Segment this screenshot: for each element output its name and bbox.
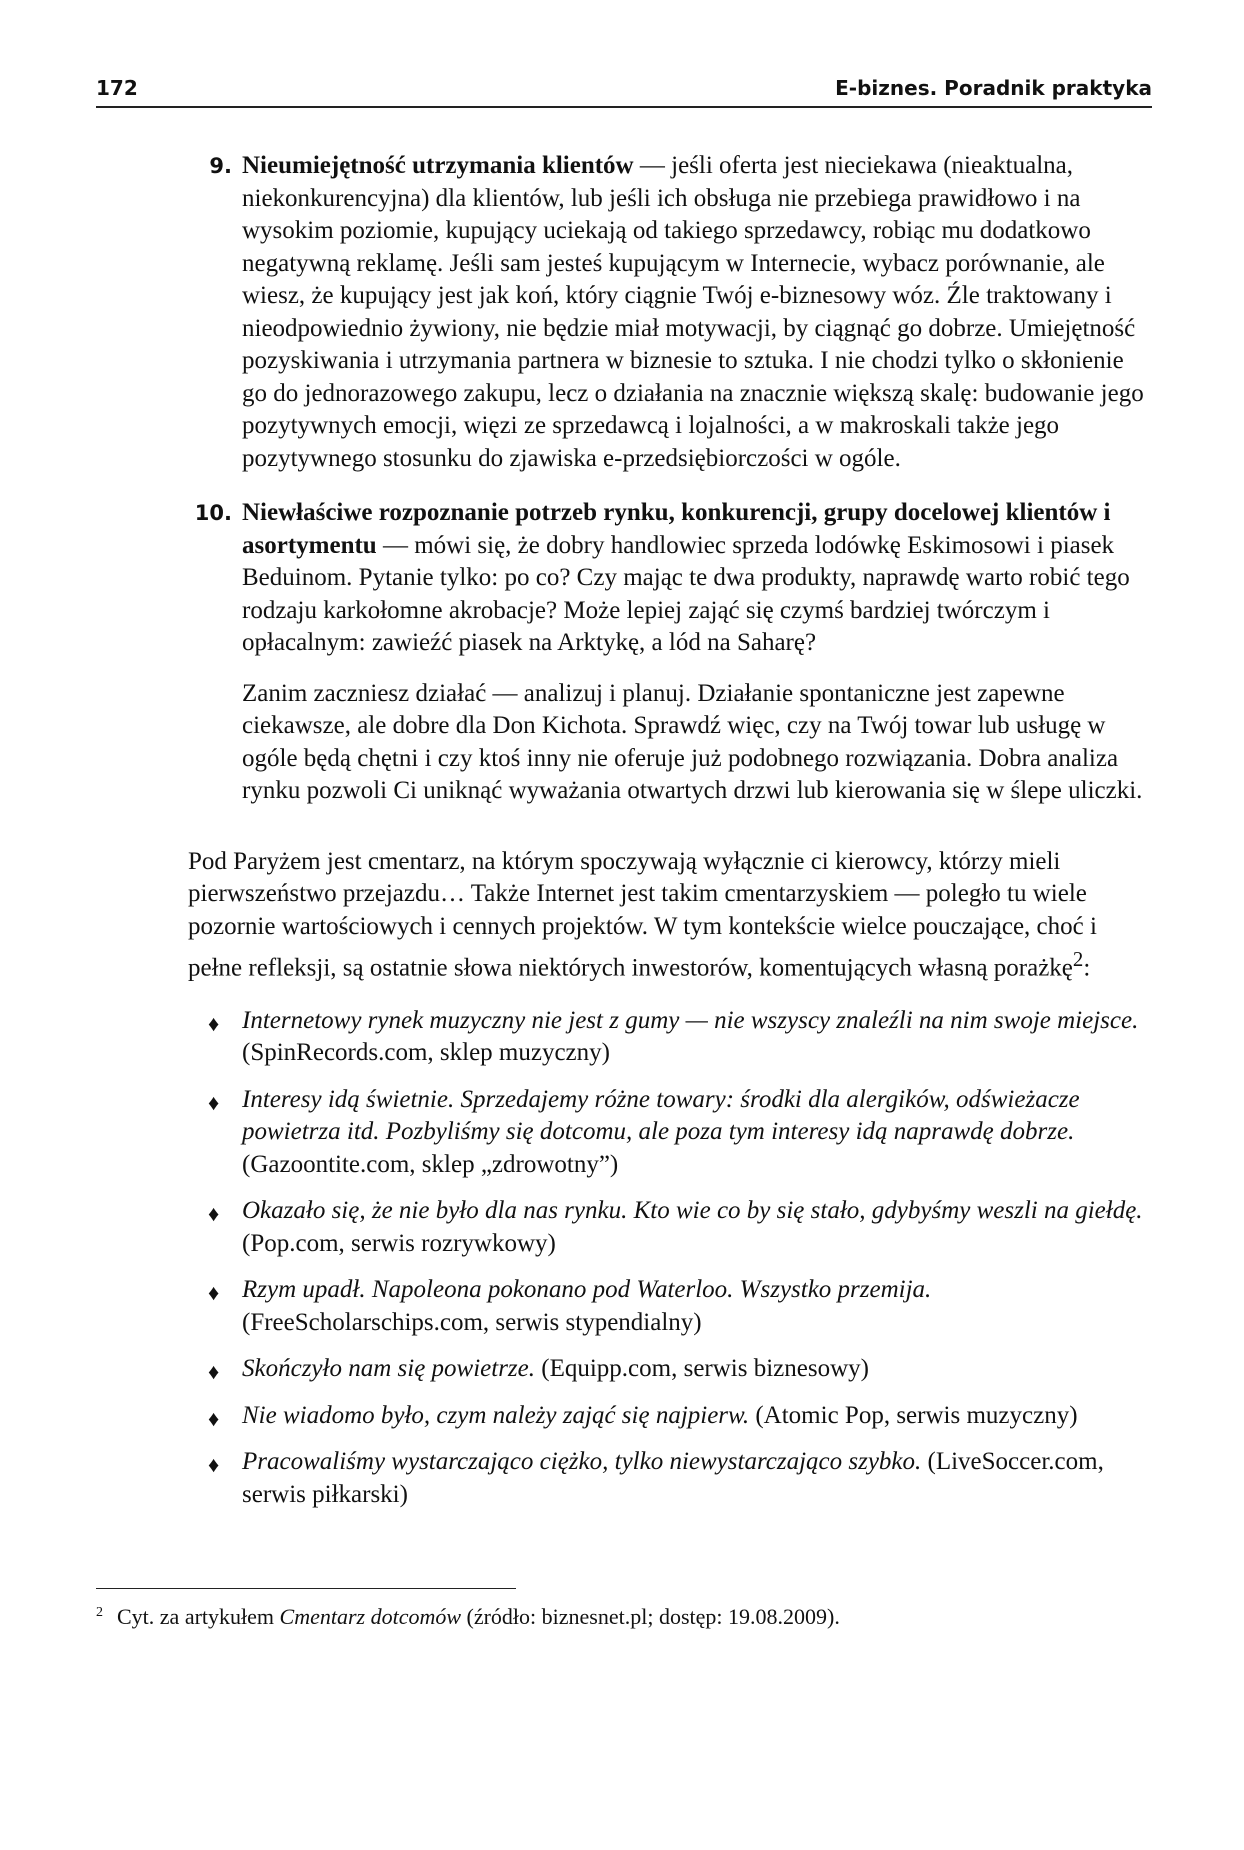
footnote-reference[interactable]: 2 [1072, 947, 1084, 971]
quote-source: (Equipp.com, serwis biznesowy) [535, 1355, 869, 1383]
numbered-item-9 [188, 150, 1148, 475]
list-item [188, 1195, 1148, 1260]
quote-text: Skończyło nam się powietrze. [242, 1355, 536, 1383]
footnote-article-title: Cmentarz dotcomów [279, 1604, 462, 1629]
body-paragraph [188, 846, 1148, 985]
item-extra-paragraph: Zanim zaczniesz działać — analizuj i planuj. Działanie spontaniczne jest zapewne ciekawsze, ale dobre dla Don Kichota. Sprawdź więc, czy na Twój towar lub usługę w ogóle będą chętni i czy ktoś inny nie oferuje już podobnego rozwiązania. Dobra analiza rynku pozwoli Ci uniknąć wyważania otwartych drzwi lub kierowania się w ślepe uliczki. [242, 679, 1143, 804]
quote-text: Okazało się, że nie było dla nas rynku. Kto wie co by się stało, gdybyśmy weszli na giełdę. [242, 1197, 1143, 1225]
page-number: 172 [96, 76, 138, 100]
list-item [188, 1446, 1148, 1511]
quote-source: (Gazoontite.com, sklep „zdrowotny”) [242, 1150, 619, 1178]
item-paragraph [242, 150, 1148, 475]
quote-text: Internetowy rynek muzyczny nie jest z gumy — nie wszyscy znaleźli na nim swoje miejsce. [242, 1006, 1139, 1034]
paragraph-text: Pod Paryżem jest cmentarz, na którym spoczywają wyłącznie ci kierowcy, którzy mieli pierwszeństwo przejazdu… Także Internet jest takim cmentarzyskiem — poległo tu wiele pozornie wartościowych i cennych projektów. W tym kontekście wielce pouczające, choć i pełne refleksji, są ostatnie słowa niektórych inwestorów, komentujących własną porażkę [188, 847, 1097, 982]
item-number: 10. [194, 501, 232, 525]
diamond-bullet-icon: ♦ [208, 1280, 220, 1306]
numbered-item-10 [188, 497, 1148, 808]
footnote [96, 1602, 1152, 1632]
diamond-bullet-icon: ♦ [208, 1201, 220, 1227]
quotes-list [188, 1005, 1148, 1512]
quote-text: Pracowaliśmy wystarczająco ciężko, tylko niewystarczająco szybko. [242, 1448, 922, 1476]
quote-text: Rzym upadł. Napoleona pokonano pod Waterloo. Wszystko przemija. [242, 1276, 932, 1304]
diamond-bullet-icon: ♦ [208, 1010, 220, 1036]
running-header [96, 74, 1152, 108]
page-body [188, 150, 1148, 1525]
list-item [188, 1005, 1148, 1070]
item-number: 9. [209, 154, 232, 178]
paragraph-end: : [1083, 954, 1091, 982]
diamond-bullet-icon: ♦ [208, 1452, 220, 1478]
item-text: — mówi się, że dobry handlowiec sprzeda lodówkę Eskimosowi i piasek Beduinom. Pytanie tylko: po co? Czy mając te dwa produkty, naprawdę warto robić tego rodzaju karkołomne akrobacje? Może lepiej zająć się czymś bardziej twórczym i opłacalnym: zawieźć piasek na Arktykę, a lód na Saharę? [242, 531, 1130, 656]
list-item [188, 1274, 1148, 1339]
item-paragraph [242, 497, 1148, 660]
item-title: Nieumiejętność utrzymania klientów [242, 152, 634, 179]
footnote-prefix: Cyt. za artykułem [117, 1604, 280, 1629]
book-title: E-biznes. Poradnik praktyka [835, 76, 1152, 100]
item-title: Niewłaściwe rozpoznanie potrzeb rynku, konkurencji, grupy docelowej klientów i asortymentu [242, 499, 1111, 559]
list-item [188, 1353, 1148, 1386]
list-item [188, 1400, 1148, 1433]
quote-text: Interesy idą świetnie. Sprzedajemy różne towary: środki dla alergików, odświeżacze powietrza itd. Pozbyliśmy się dotcomu, ale poza tym interesy idą naprawdę dobrze. [242, 1085, 1080, 1146]
item-text: — jeśli oferta jest nieciekawa (nieaktualna, niekonkurencyjna) dla klientów, lub jeśli ich obsługa nie przebiega prawidłowo i na wysokim poziomie, kupujący uciekają od takiego sprzedawcy, robiąc mu dodatkowo negatywną reklamę. Jeśli sam jesteś kupującym w Internecie, wybacz porównanie, ale wiesz, że kupujący jest jak koń, który ciągnie Twój e-biznesowy wóz. Źle traktowany i nieodpowiednio żywiony, nie będzie miał motywacji, by ciągnąć go dobrze. Umiejętność pozyskiwania i utrzymania partnera w biznesie to sztuka. I nie chodzi tylko o skłonienie go do jednorazowego zakupu, lecz o działania na znacznie większą skalę: budowanie jego pozytywnych emocji, więzi ze sprzedawcą i lojalności, a w makroskali także jego pozytywnego stosunku do zjawiska e-przedsiębiorczości w ogóle. [242, 152, 1144, 472]
quote-text: Nie wiadomo było, czym należy zająć się najpierw. [242, 1401, 750, 1429]
quote-source: (Pop.com, serwis rozrywkowy) [242, 1229, 556, 1257]
footnote-suffix: (źródło: biznesnet.pl; dostęp: 19.08.2009). [461, 1604, 840, 1629]
quote-source: (SpinRecords.com, sklep muzyczny) [242, 1039, 610, 1067]
quote-source: (FreeScholarschips.com, serwis stypendialny) [242, 1308, 702, 1336]
diamond-bullet-icon: ♦ [208, 1405, 220, 1431]
diamond-bullet-icon: ♦ [208, 1359, 220, 1385]
quote-source: (LiveSoccer.com, serwis piłkarski) [242, 1448, 1104, 1508]
list-item [188, 1084, 1148, 1182]
footnote-number: 2 [96, 1605, 103, 1620]
footnote-separator [96, 1588, 516, 1589]
diamond-bullet-icon: ♦ [208, 1089, 220, 1115]
quote-source: (Atomic Pop, serwis muzyczny) [749, 1401, 1078, 1429]
